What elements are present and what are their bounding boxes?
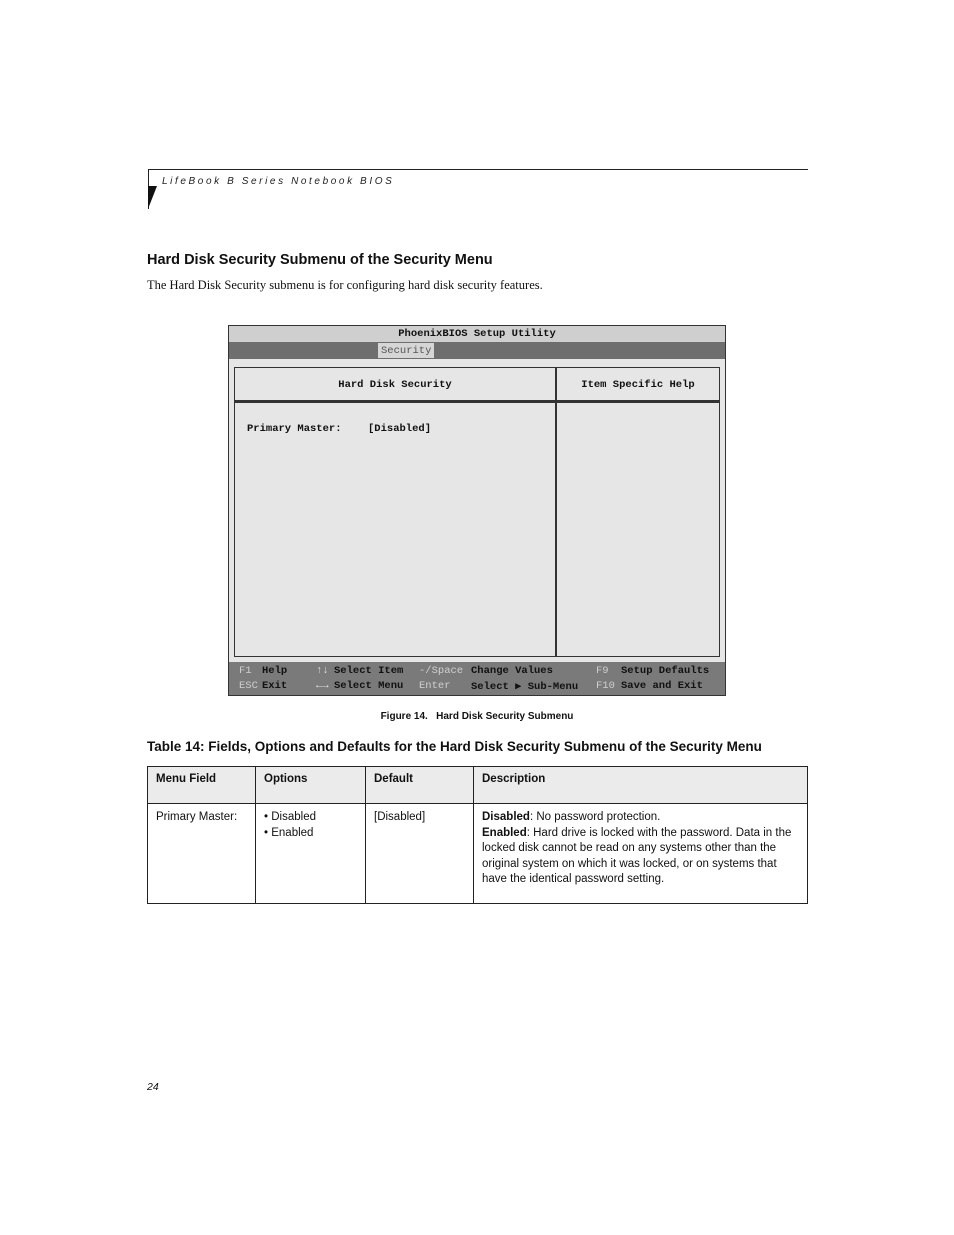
key-f10: F10 xyxy=(596,680,615,692)
key-updown-label: Select Item xyxy=(334,665,404,677)
desc-disabled xyxy=(482,810,799,826)
table-header-row xyxy=(148,767,808,804)
key-space-label: Change Values xyxy=(471,665,553,677)
key-f10-label: Save and Exit xyxy=(621,680,703,692)
right-panel-header xyxy=(556,367,720,402)
col-header-description: Description xyxy=(474,767,808,804)
key-f9: F9 xyxy=(596,665,609,677)
key-f9-label: Setup Defaults xyxy=(621,665,710,677)
key-f1-label: Help xyxy=(262,665,288,677)
left-panel-title: Hard Disk Security xyxy=(338,379,452,391)
help-panel xyxy=(556,402,720,657)
intro-paragraph: The Hard Disk Security submenu is for configuring hard disk security features. xyxy=(147,278,543,292)
figure-caption: Figure 14. Hard Disk Security Submenu xyxy=(380,711,574,722)
cell-default: [Disabled] xyxy=(366,804,474,904)
running-header: LifeBook B Series Notebook BIOS xyxy=(162,176,395,187)
left-panel-header xyxy=(234,367,556,402)
desc-disabled-term: Disabled xyxy=(482,811,530,823)
cell-description xyxy=(474,804,808,904)
options-list xyxy=(264,810,357,841)
primary-master-value[interactable]: [Disabled] xyxy=(368,423,432,435)
key-f1: F1 xyxy=(239,665,252,677)
key-leftright-label: Select Menu xyxy=(334,680,404,692)
page-number: 24 xyxy=(147,1081,159,1093)
desc-disabled-text: : No password protection. xyxy=(529,811,661,823)
header-wedge-mark xyxy=(148,186,157,209)
section-heading: Hard Disk Security Submenu of the Security Menu xyxy=(147,252,493,268)
col-header-menu-field: Menu Field xyxy=(148,767,256,804)
settings-panel xyxy=(234,402,556,657)
key-esc: ESC xyxy=(239,680,258,692)
desc-enabled-text: : Hard drive is locked with the password. Data in the locked disk cannot be read on any systems other than the original system on which it was locked, or on systems that have the identical password setting. xyxy=(482,826,792,885)
desc-enabled xyxy=(482,826,799,888)
col-header-options: Options xyxy=(256,767,366,804)
bios-menubar xyxy=(229,342,725,359)
key-updown: ↑↓ xyxy=(316,665,329,677)
cell-options xyxy=(256,804,366,904)
option-item: • Enabled xyxy=(264,826,357,842)
bios-footer xyxy=(229,662,725,695)
option-item: • Disabled xyxy=(264,810,357,826)
col-header-default: Default xyxy=(366,767,474,804)
cell-menu-field: Primary Master: xyxy=(148,804,256,904)
tab-security[interactable]: Security xyxy=(378,343,434,358)
key-enter-label: Select ▶ Sub-Menu xyxy=(471,681,579,693)
key-esc-label: Exit xyxy=(262,680,288,692)
desc-enabled-term: Enabled xyxy=(482,826,527,839)
bios-screen xyxy=(228,325,726,696)
key-leftright: ←→ xyxy=(316,680,329,692)
header-rule xyxy=(148,169,808,170)
key-enter: Enter xyxy=(419,680,451,692)
table-row xyxy=(148,804,808,904)
primary-master-label: Primary Master: xyxy=(247,423,342,435)
table-title: Table 14: Fields, Options and Defaults for the Hard Disk Security Submenu of the Security Menu xyxy=(147,739,762,754)
key-space: -/Space xyxy=(419,665,464,677)
right-panel-title: Item Specific Help xyxy=(581,379,695,391)
options-table xyxy=(147,766,808,904)
bios-title: PhoenixBIOS Setup Utility xyxy=(229,326,725,342)
